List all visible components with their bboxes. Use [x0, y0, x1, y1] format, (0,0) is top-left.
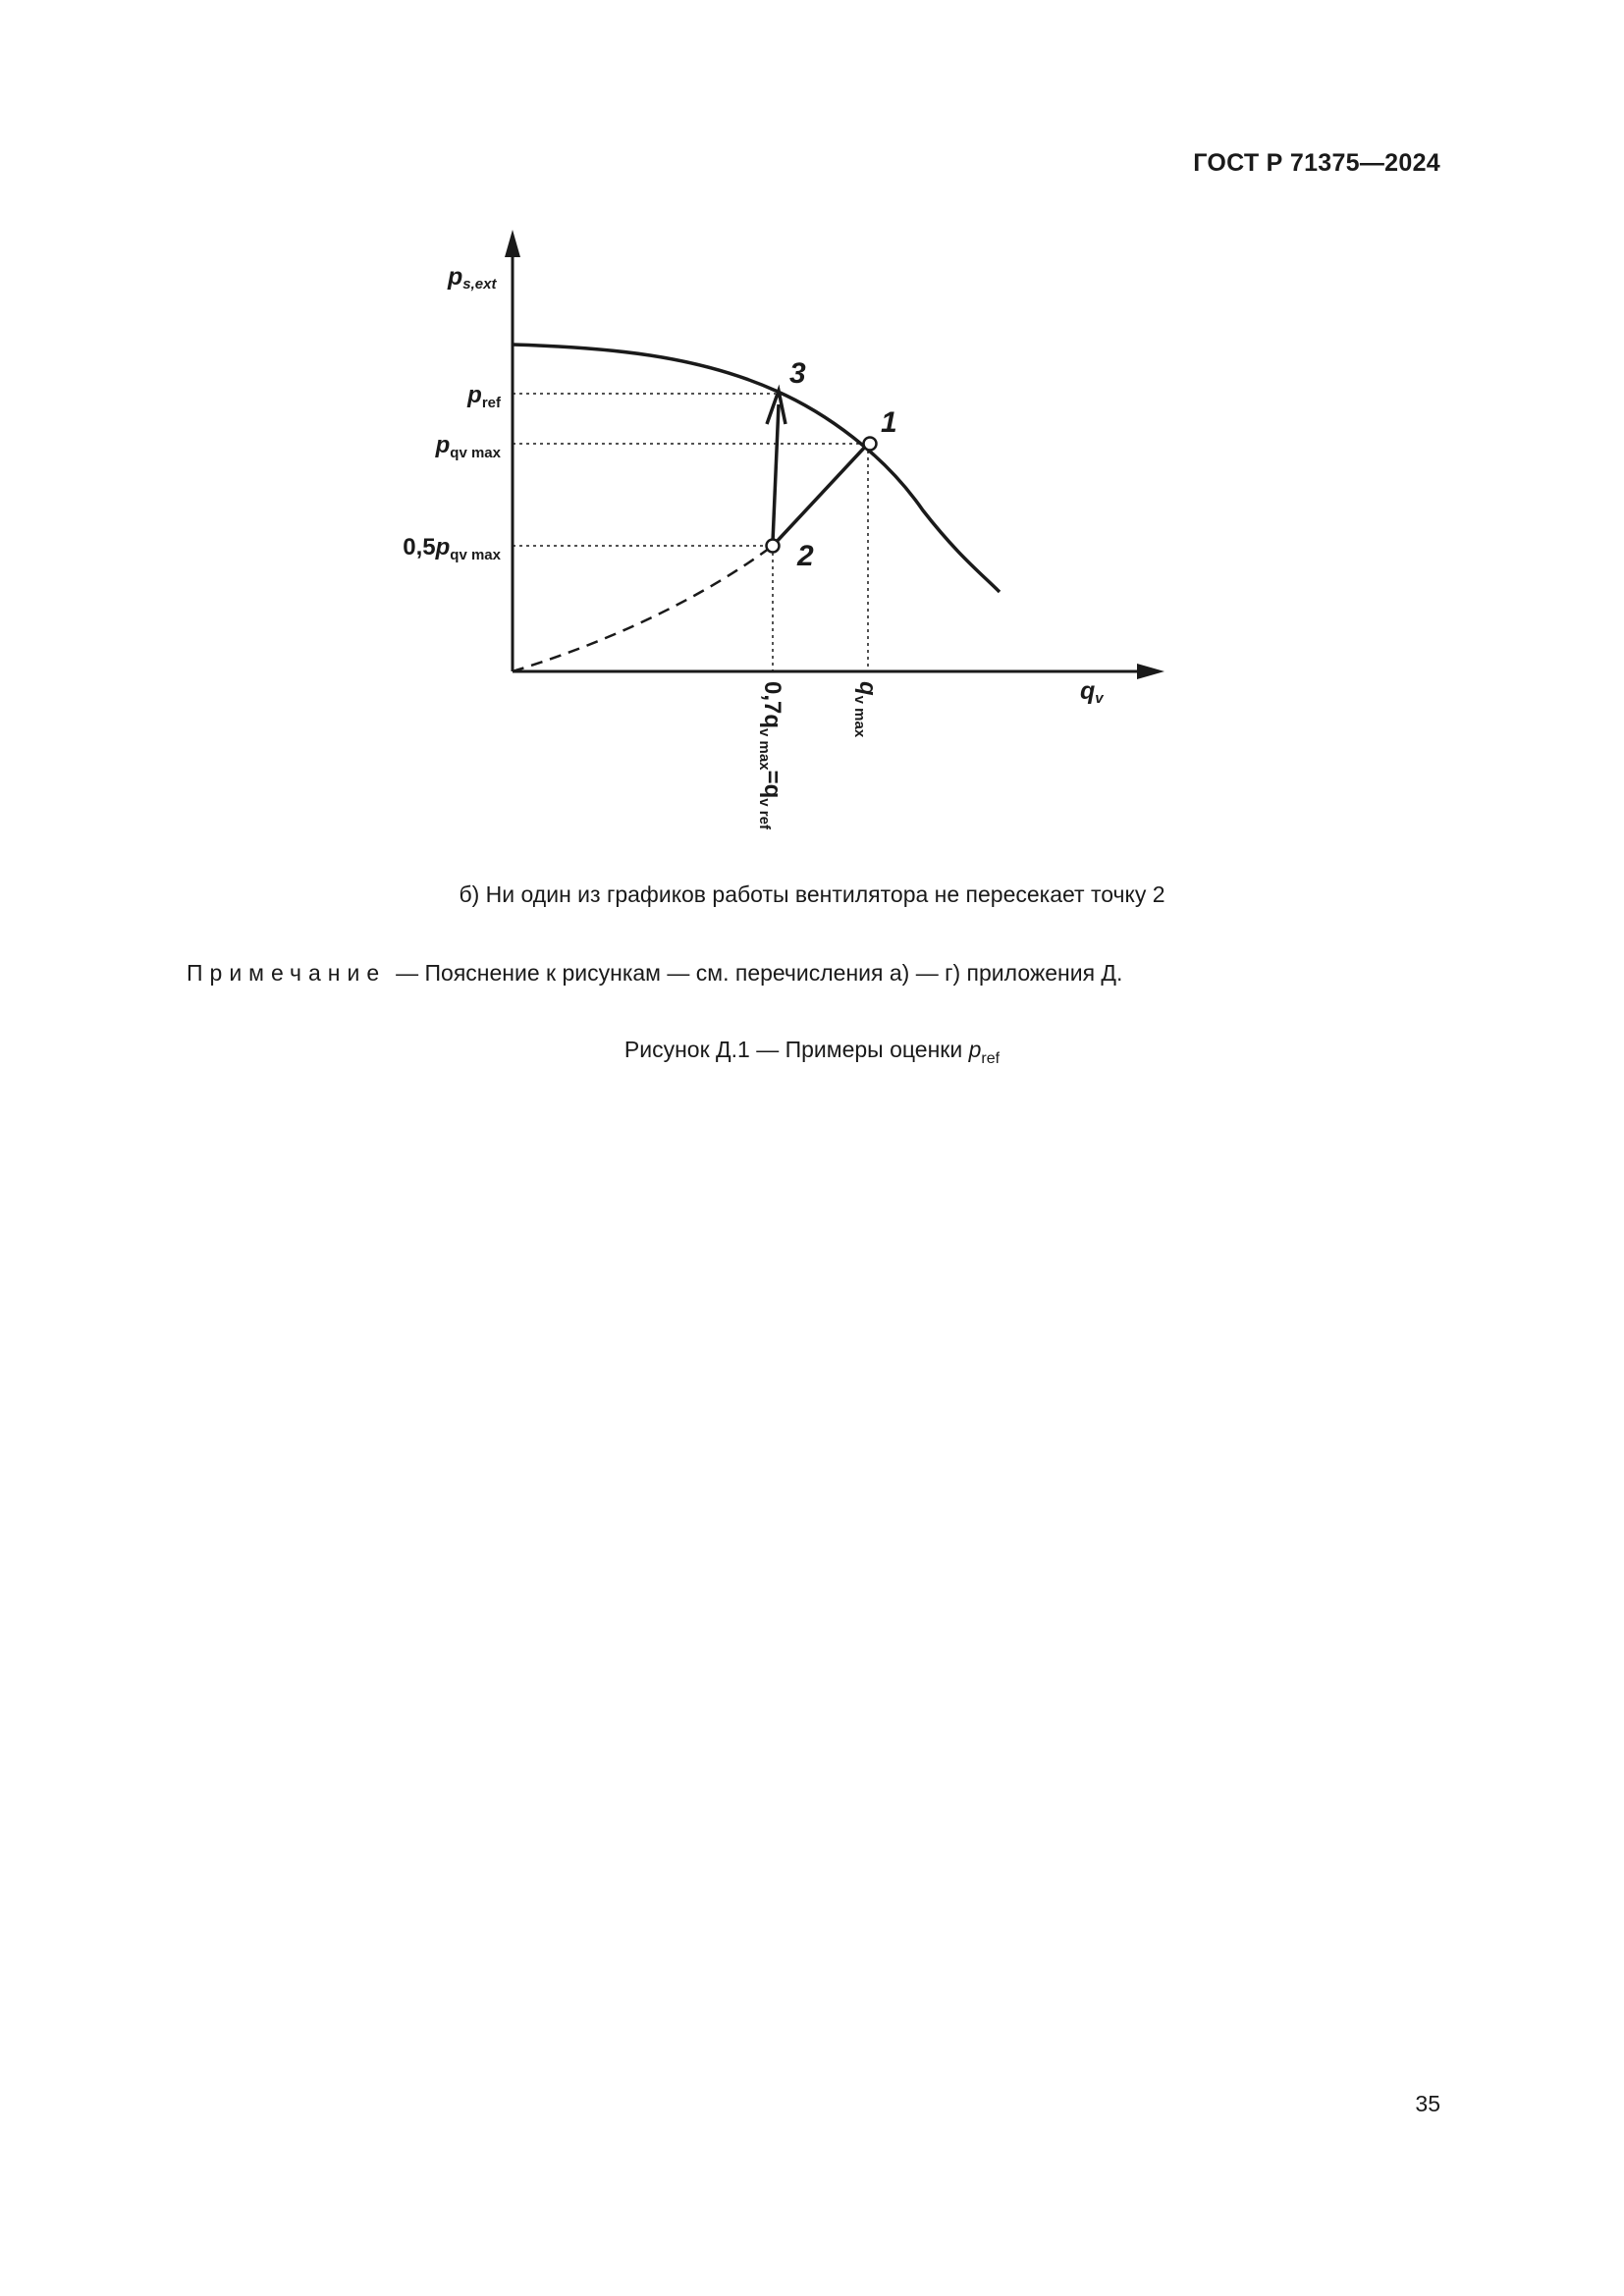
y-axis-arrow	[505, 230, 520, 257]
x-tick-07qvmax: $0,7q_{v max}=q_{v ref}$	[756, 681, 785, 829]
y-axis-label: ps,ext	[448, 263, 497, 293]
y-tick-pref: $p_{ref}$	[467, 382, 501, 411]
note-label: Примечание	[187, 960, 387, 986]
point-2-label: 2	[797, 540, 814, 572]
arrow-2-3	[773, 404, 779, 542]
system-curve	[513, 546, 773, 671]
x-tick-qvmax: $q_{v max}$	[851, 681, 881, 738]
y-tick-pqvmax: $p_{qv max}$	[435, 432, 501, 461]
y-tick-05pqvmax: $0,5p_{qv max}$	[403, 534, 501, 563]
line-1-2	[773, 444, 868, 546]
x-axis-label: qv	[1080, 677, 1104, 707]
page-number: 35	[1415, 2091, 1440, 2116]
fan-curve-figure	[0, 0, 1624, 883]
x-axis-arrow	[1137, 664, 1164, 679]
point-1-label: 1	[881, 406, 897, 439]
fan-curve	[513, 345, 1000, 592]
figure-title: Рисунок Д.1 — Примеры оценки $p_{ref}$	[623, 1037, 1001, 1067]
document-code: ГОСТ Р 71375—2024	[1193, 149, 1440, 177]
point-3-label: 3	[789, 357, 806, 390]
point-2-marker	[767, 540, 780, 553]
figure-subcaption: б) Ни один из графиков работы вентилятора не пересекает точку 2	[459, 881, 1165, 907]
note-text: — Пояснение к рисункам — см. перечисления а) — г) приложения Д.	[396, 960, 1123, 986]
note	[187, 960, 1122, 987]
point-1-marker	[864, 438, 877, 451]
